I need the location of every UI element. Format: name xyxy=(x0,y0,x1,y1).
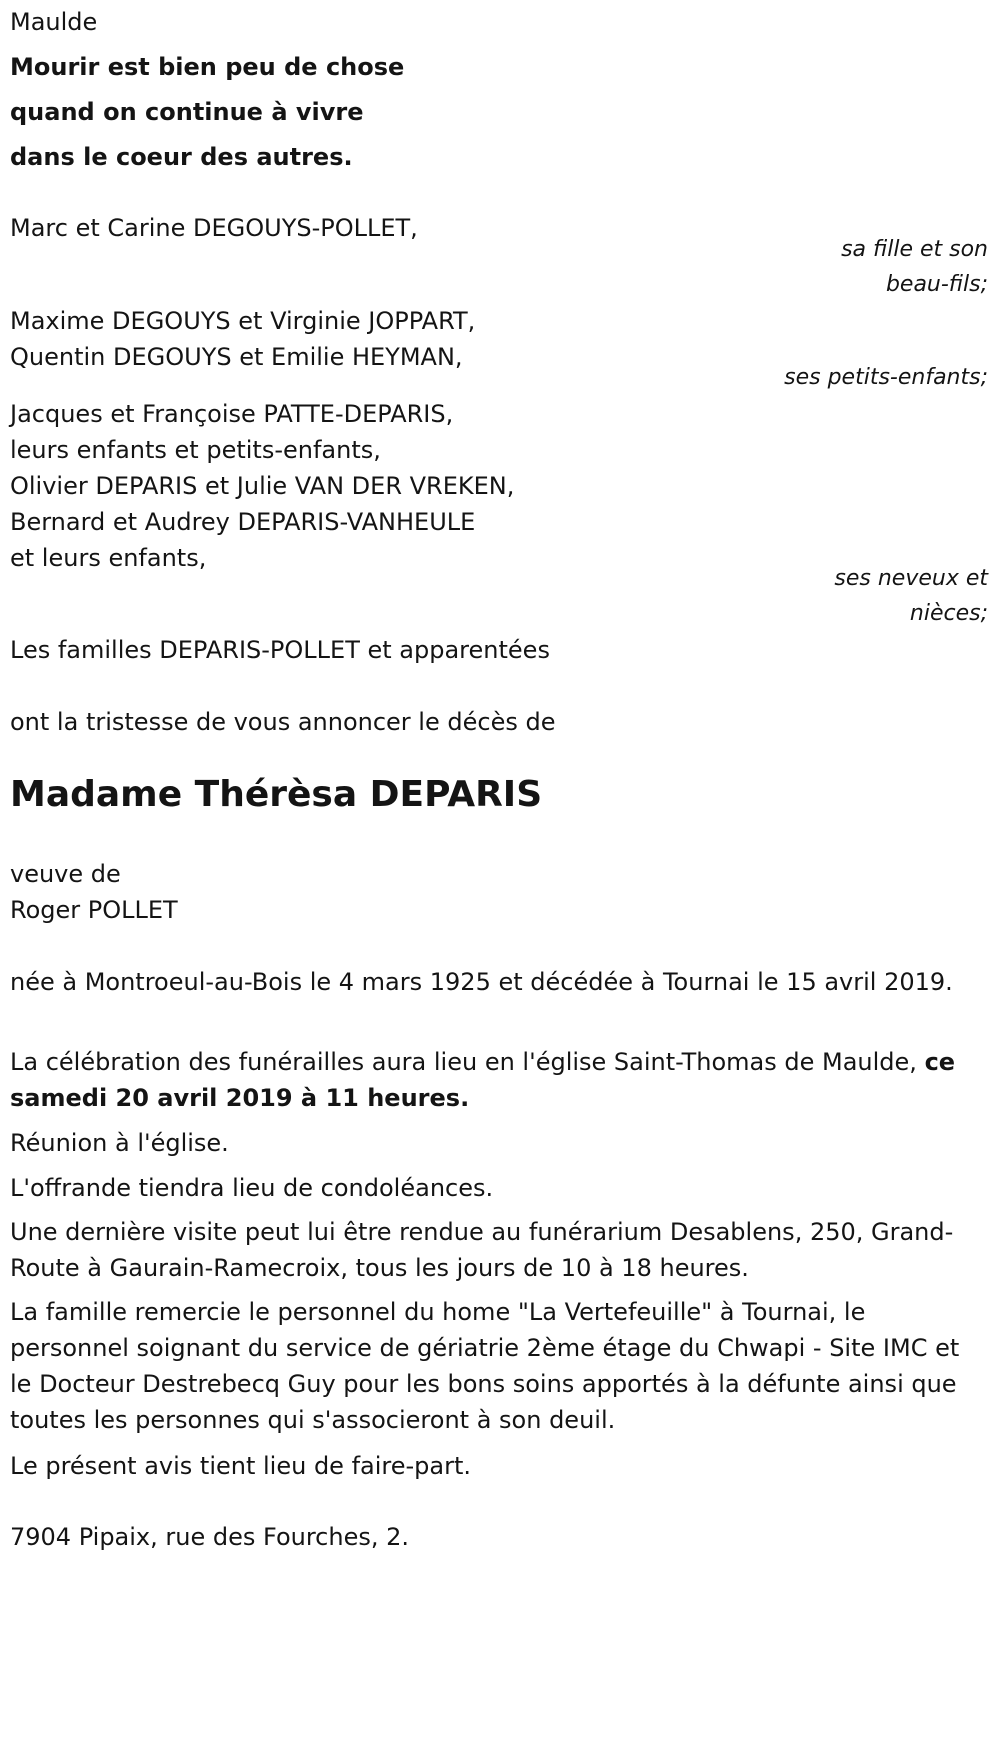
nephew-line-4: Bernard et Audrey DEPARIS-VANHEULE xyxy=(10,508,476,536)
grandchild-2: Quentin DEGOUYS et Emilie HEYMAN, xyxy=(10,343,463,371)
quote-line-2: quand on continue à vivre xyxy=(10,98,364,126)
grandchild-1: Maxime DEGOUYS et Virginie JOPPART, xyxy=(10,307,476,335)
quote-line-1: Mourir est bien peu de chose xyxy=(10,53,405,81)
thanks: La famille remercie le personnel du home "La Vertefeuille" à Tournai, le personnel soignant du service de gériatrie 2ème étage du Chwapi - Site IMC et le Docteur Destrebecq Guy pour les bons soins apportés à la défunte ainsi que toutes les personnes qui s'associeront à son deuil. xyxy=(10,1298,960,1434)
notice: Le présent avis tient lieu de faire-part. xyxy=(10,1452,472,1480)
nephew-line-1: Jacques et Françoise PATTE-DEPARIS, xyxy=(10,400,454,428)
daughter-role-2: beau-fils; xyxy=(885,272,988,297)
offering: L'offrande tiendra lieu de condoléances. xyxy=(10,1174,494,1202)
quote-line-3: dans le coeur des autres. xyxy=(10,143,353,171)
meeting: Réunion à l'église. xyxy=(10,1129,229,1157)
nephews-role-2: nièces; xyxy=(909,601,988,626)
grandchildren-role: ses petits-enfants; xyxy=(784,365,988,390)
families-line: Les familles DEPARIS-POLLET et apparentées xyxy=(10,636,550,664)
address: 7904 Pipaix, rue des Fourches, 2. xyxy=(10,1523,410,1551)
nephew-line-5: et leurs enfants, xyxy=(10,544,207,572)
daughter-role-1: sa fille et son xyxy=(841,237,988,262)
nephew-line-3: Olivier DEPARIS et Julie VAN DER VREKEN, xyxy=(10,472,515,500)
ceremony-text: La célébration des funérailles aura lieu en l'église Saint-Thomas de Maulde, xyxy=(10,1048,925,1076)
deceased-name: Madame Thérèsa DEPARIS xyxy=(10,774,543,815)
ceremony-date: ce samedi 20 avril 2019 à 11 heures. xyxy=(10,1048,956,1112)
visit: Une dernière visite peut lui être rendue au funérarium Desablens, 250, Grand-Route à Gaurain-Ramecroix, tous les jours de 10 à 18 heures. xyxy=(10,1218,954,1282)
daughter-line: Marc et Carine DEGOUYS-POLLET, xyxy=(10,214,418,242)
birth-death: née à Montroeul-au-Bois le 4 mars 1925 et décédée à Tournai le 15 avril 2019. xyxy=(10,968,953,996)
location: Maulde xyxy=(10,8,98,36)
widow-line-2: Roger POLLET xyxy=(10,896,178,924)
widow-line-1: veuve de xyxy=(10,860,121,888)
ceremony xyxy=(10,1044,970,1116)
nephew-line-2: leurs enfants et petits-enfants, xyxy=(10,436,381,464)
announce-line: ont la tristesse de vous annoncer le décès de xyxy=(10,708,556,736)
nephews-role-1: ses neveux et xyxy=(834,566,988,591)
